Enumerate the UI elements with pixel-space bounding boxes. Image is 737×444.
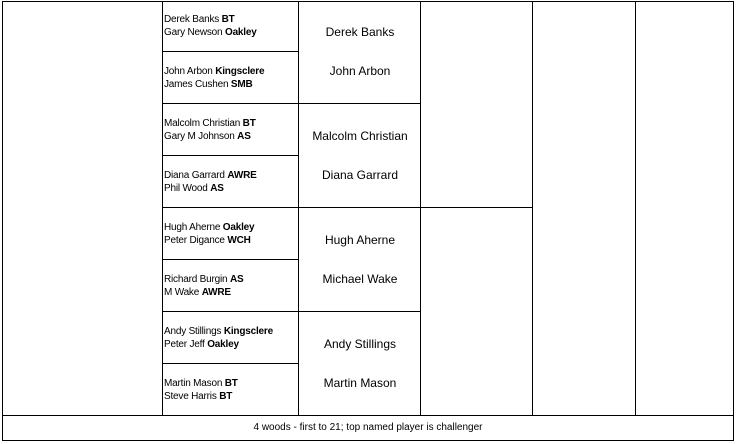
column-divider [532, 1, 533, 415]
club-name: BT [219, 391, 233, 402]
club-name: BT [224, 378, 238, 389]
winner-name: Michael Wake [322, 272, 398, 286]
club-name: Kingsclere [215, 66, 265, 77]
row-divider [298, 103, 420, 104]
winner-name: Diana Garrard [321, 168, 399, 182]
player-line [164, 65, 299, 78]
player-name: Derek Banks [164, 14, 220, 25]
winner-name: Derek Banks [325, 25, 395, 39]
match-cell [163, 364, 299, 416]
club-name: AS [237, 131, 251, 142]
player-line [164, 273, 299, 286]
player-name: Diana Garrard [164, 170, 225, 181]
club-name: Oakley [207, 339, 239, 350]
player-name: Richard Burgin [164, 274, 228, 285]
player-line [164, 182, 299, 195]
winner-name: Hugh Aherne [324, 233, 396, 247]
match-cell [163, 0, 299, 52]
club-name: AWRE [227, 170, 257, 181]
match-cell [163, 104, 299, 156]
match-cell [163, 260, 299, 312]
match-cell [163, 312, 299, 364]
player-line [164, 286, 299, 299]
player-name: Martin Mason [164, 378, 223, 389]
club-name: BT [221, 14, 235, 25]
match-cell [163, 156, 299, 208]
player-name: Gary Newson [164, 27, 223, 38]
player-name: Hugh Aherne [164, 222, 221, 233]
player-name: Peter Jeff [164, 339, 205, 350]
player-name: Malcolm Christian [164, 118, 241, 129]
winner-name: Malcolm Christian [312, 129, 408, 143]
player-line [164, 13, 299, 26]
club-name: BT [242, 118, 256, 129]
player-line [164, 117, 299, 130]
winner-name: John Arbon [329, 64, 391, 78]
winner-name: Martin Mason [323, 376, 397, 390]
player-line [164, 377, 299, 390]
club-name: AS [229, 274, 244, 285]
player-line [164, 169, 299, 182]
club-name: AS [210, 183, 224, 194]
club-name: Kingsclere [223, 326, 273, 337]
winner-name: Andy Stillings [323, 337, 397, 351]
player-line [164, 234, 299, 247]
player-line [164, 390, 299, 403]
club-name: SMB [230, 79, 253, 90]
player-name: Steve Harris [164, 391, 217, 402]
player-line [164, 325, 299, 338]
footer-note: 4 woods - first to 21; top named player is challenger [253, 422, 483, 433]
player-line [164, 78, 299, 91]
row-divider [298, 207, 420, 208]
player-name: Gary M Johnson [164, 131, 235, 142]
player-name: Phil Wood [164, 183, 208, 194]
row-divider [420, 207, 532, 208]
column-divider [635, 1, 636, 415]
player-line [164, 338, 299, 351]
club-name: Oakley [224, 27, 257, 38]
row-divider [298, 311, 420, 312]
player-name: Andy Stillings [164, 326, 222, 337]
player-name: M Wake [164, 287, 200, 298]
player-name: Peter Digance [164, 235, 225, 246]
player-line [164, 26, 299, 39]
match-cell [163, 52, 299, 104]
player-line [164, 130, 299, 143]
player-line [164, 221, 299, 234]
club-name: AWRE [201, 287, 231, 298]
club-name: WCH [227, 235, 251, 246]
player-name: John Arbon [164, 66, 213, 77]
player-name: James Cushen [164, 79, 229, 90]
club-name: Oakley [222, 222, 255, 233]
match-cell [163, 208, 299, 260]
